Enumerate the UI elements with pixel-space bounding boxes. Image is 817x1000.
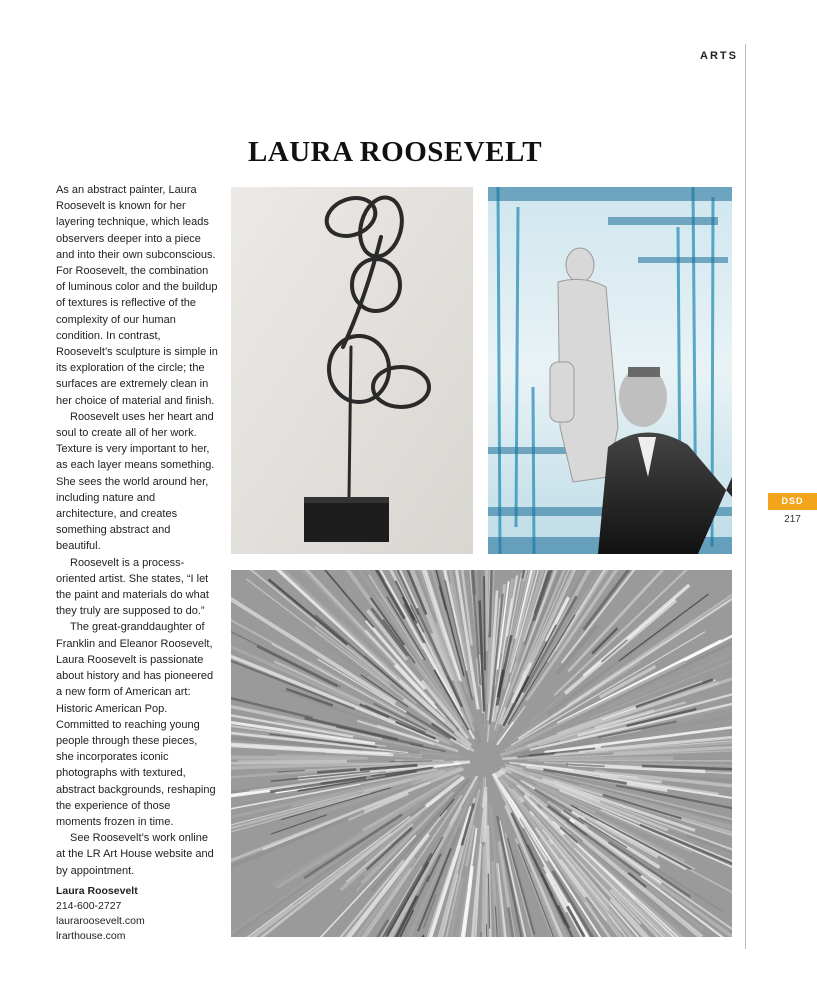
paint-stroke <box>390 761 432 762</box>
paragraph: Roosevelt uses her heart and soul to create all of her work. Texture is very important to her, as each layer means something. She sees the world around her, including nature and architecture, and creates something abstract and beautiful. <box>56 410 215 553</box>
paint-stroke <box>484 576 485 670</box>
contact-website: lrarthouse.com <box>56 930 126 942</box>
paragraph: The great-granddaughter of Franklin and Eleanor Roosevelt, Laura Roosevelt is passionate about history and has pioneered a new form of American art: Historic American Pop. Committed to reaching young people through these pieces, she incorporates iconic photographs with textured, abstract backgrounds, reshaping the experience of those moments frozen in time. <box>56 621 216 828</box>
contact-phone: 214-600-2727 <box>56 900 122 912</box>
contact-name: Laura Roosevelt <box>56 885 138 897</box>
sculpture-photo <box>231 187 473 554</box>
article-body <box>56 182 218 879</box>
paragraph: See Roosevelt’s work online at the LR Art House website and by appointment. <box>56 832 214 877</box>
burst-painting-photo <box>231 570 732 937</box>
section-label: ARTS <box>700 50 738 62</box>
contact-website: lauraroosevelt.com <box>56 915 145 927</box>
paint-stroke <box>539 760 732 761</box>
contact-block <box>56 884 226 944</box>
magazine-tab: DSD <box>768 493 817 510</box>
page-number: 217 <box>784 514 801 525</box>
column-divider <box>745 44 746 949</box>
collage-photo <box>488 187 732 554</box>
article-title: LAURA ROOSEVELT <box>247 136 543 169</box>
paint-stroke <box>486 570 487 651</box>
paragraph: As an abstract painter, Laura Roosevelt is known for her layering technique, which leads observers deeper into a piece and into their own subconscious. For Roosevelt, the combination of luminous color and the buildup of textures is reflective of the complexity of our human condition. In contrast, Roosevelt’s sculpture is simple in its exploration of the circle; the surfaces are extremely clean in her choice of material and finish. <box>56 184 218 407</box>
paragraph: Roosevelt is a process-oriented artist. She states, “I let the paint and materials do what they truly are supposed to do.” <box>56 556 209 618</box>
paint-stroke <box>484 787 485 842</box>
